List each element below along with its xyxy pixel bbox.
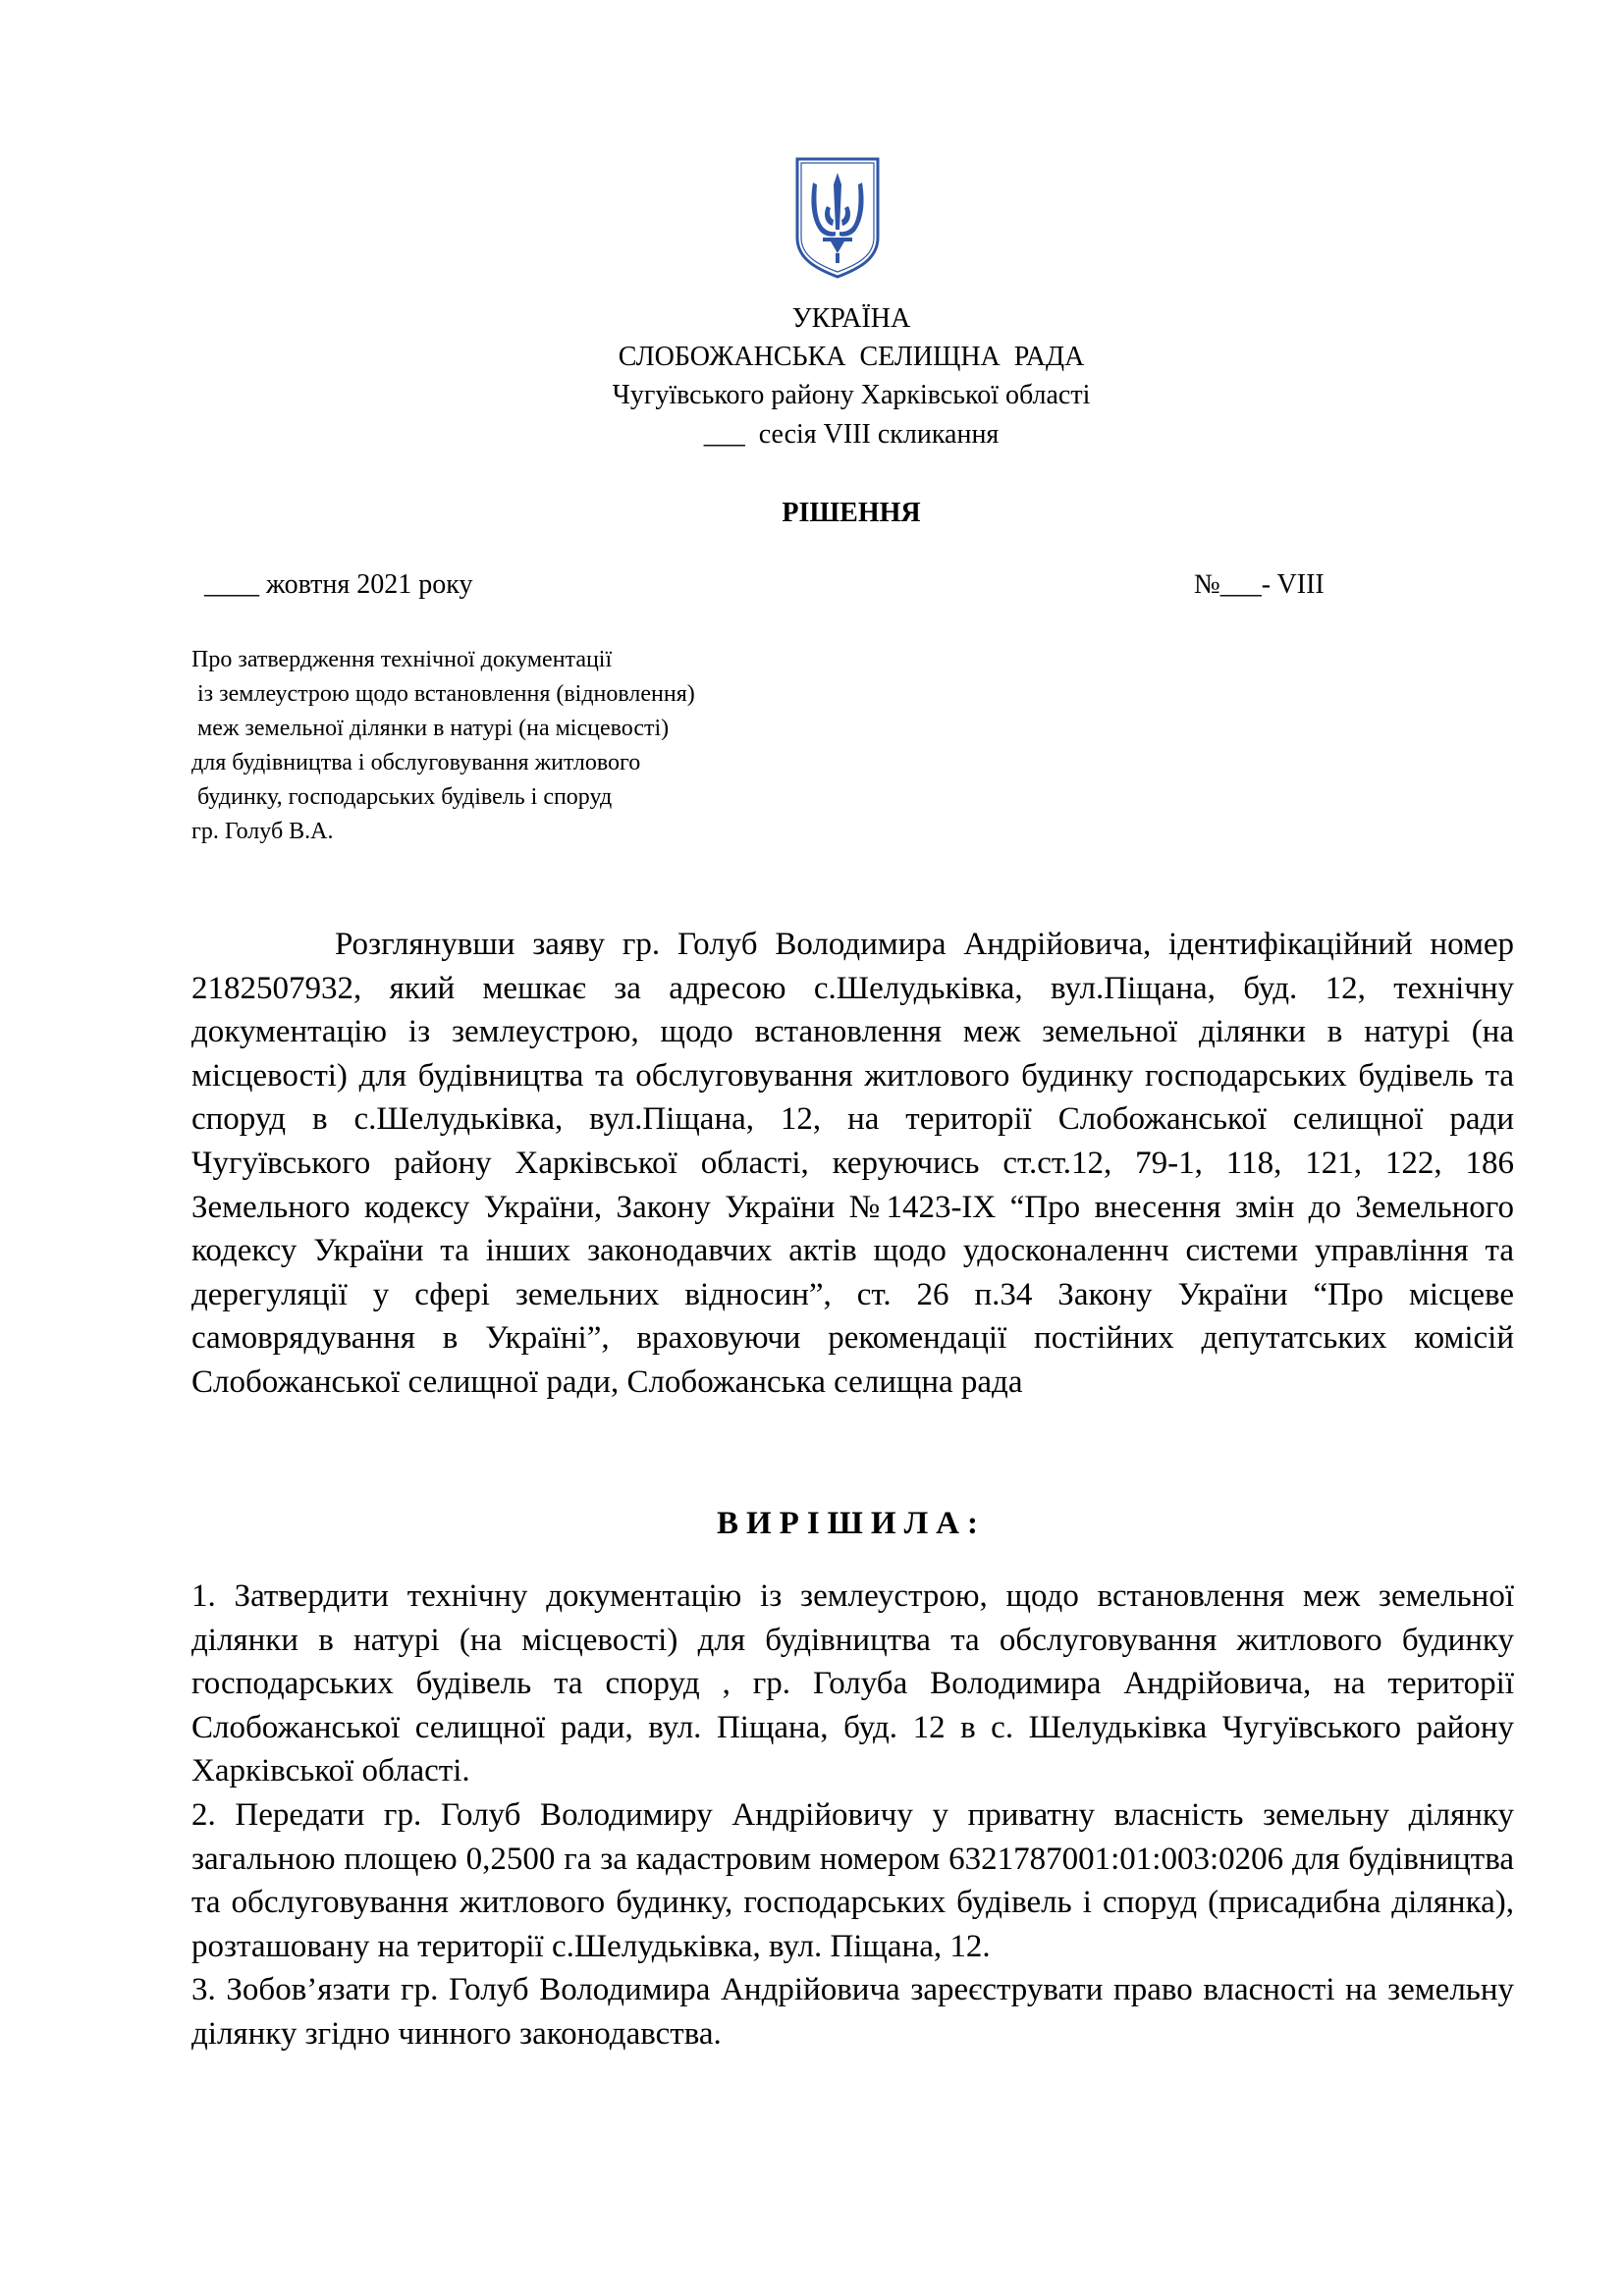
trident-coat-of-arms-icon: [793, 155, 882, 281]
subject-line: Про затвердження технічної документації: [191, 647, 613, 672]
decision-number: №___- VIII: [1194, 569, 1325, 600]
country-name: УКРАЇНА: [791, 303, 911, 334]
decision-item-1: 1. Затвердити технічну документацію із землеустрою, щодо встановлення меж земельної ділянки в натурі (на місцевості) для будівництва та обслуговування житлового будинку господарських будівель та споруд , гр. Голуба Володимира Андрійовича, на території Слобожанської селищної ради, вул. Піщана, буд. 12 в с. Шелудьківка Чугуївського району Харківської області.: [191, 1578, 1514, 1789]
subject-line: меж земельної ділянки в натурі (на місцевості): [191, 716, 670, 741]
decision-item-3: 3. Зобов’язати гр. Голуб Володимира Андрійовича зареєструвати право власності на земельну ділянку згідно чинного законодавства.: [191, 1972, 1514, 2052]
decision-date: ____ жовтня 2021 року: [204, 569, 473, 600]
district-name: Чугуївського району Харківської області: [612, 380, 1091, 410]
subject-line: із землеустрою щодо встановлення (відновлення): [191, 681, 695, 707]
session-line: ___ сесія VIII скликання: [703, 419, 1000, 450]
subject-line: гр. Голуб В.А.: [191, 819, 334, 844]
subject-line: будинку, господарських будівель і споруд: [191, 784, 613, 810]
subject-line: для будівництва і обслуговування житлового: [191, 750, 641, 775]
preamble-paragraph: Розглянувши заяву гр. Голуб Володимира Андрійовича, ідентифікаційний номер 2182507932, який мешкає за адресою с.Шелудьківка, вул.Піщана, буд. 12, технічну документацію із землеустрою, щодо встановлення меж земельної ділянки в натурі (на місцевості) для будівництва та обслуговування житлового будинку господарських будівель та споруд в с.Шелудьківка, вул.Піщана, 12, на території Слобожанської селищної ради Чугуївського району Харківської області, керуючись ст.ст.12, 79-1, 118, 121, 122, 186 Земельного кодексу України, Закону України №1423-IX “Про внесення змін до Земельного кодексу України та інших законодавчих актів щодо удосконаленнч системи управління та дерегуляції у сфері земельних відносин”, ст. 26 п.34 Закону України “Про місцеве самоврядування в Україні”, враховуючи рекомендації постійних депутатських комісій Слобожанської селищної ради, Слобожанська селищна рада: [191, 927, 1514, 1400]
council-name: СЛОБОЖАНСЬКА СЕЛИЩНА РАДА: [618, 342, 1085, 372]
decision-subject: [191, 643, 695, 849]
decision-items: [191, 1575, 1514, 2056]
decision-item-2: 2. Передати гр. Голуб Володимиру Андрійовичу у приватну власність земельну ділянку загальною площею 0,2500 га за кадастровим номером 6321787001:01:003:0206 для будівництва та обслуговування житлового будинку, господарських будівель і споруд (присадибна ділянка), розташовану на території с.Шелудьківка, вул. Піщана, 12.: [191, 1796, 1514, 1964]
resolved-heading: ВИРІШИЛА:: [717, 1506, 986, 1541]
decision-title: РІШЕННЯ: [782, 498, 921, 528]
